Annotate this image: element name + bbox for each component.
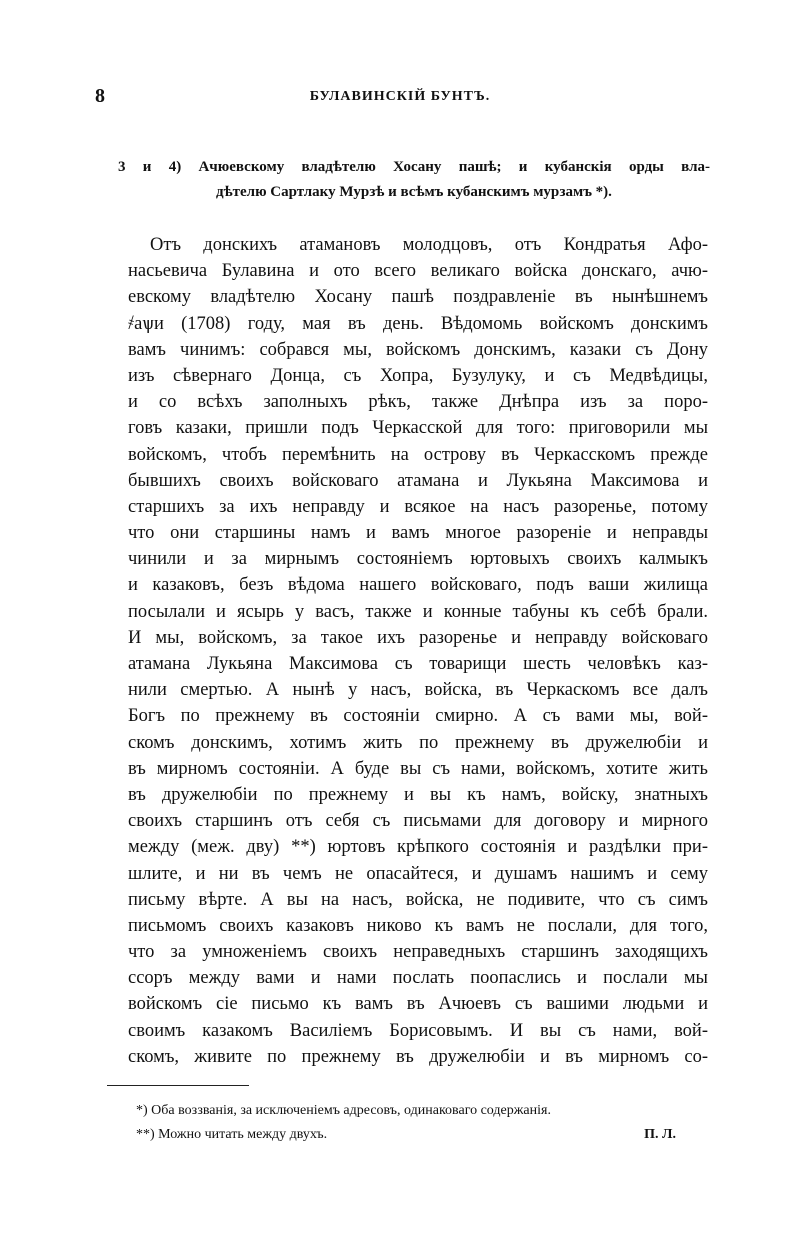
body-line: и со всѣхъ заполныхъ рѣкъ, также Днѣпра изъ за поро-: [128, 392, 708, 413]
body-line: шлите, и ни въ чемъ не опасайтеся, и душамъ нашимъ и сему: [128, 863, 708, 884]
body-line: атамана Лукьяна Максимова съ товарищи шесть человѣкъ каз-: [128, 654, 708, 674]
body-line: письму вѣрте. А вы на насъ, войска, не подивите, что съ симъ: [128, 889, 708, 910]
body-line: скомъ, живите по прежнему въ дружелюбіи и въ мирномъ со-: [128, 1046, 708, 1067]
body-line: бывшихъ своихъ войсковаго атамана и Лукьяна Максимова и: [128, 470, 708, 491]
footnote-1: *) Оба воззванія, за исключеніемъ адресовъ, одинаковаго содержанія.: [136, 1103, 551, 1118]
body-line: въ мирномъ состояніи. А буде вы съ нами, войскомъ, хотите жить: [128, 758, 708, 779]
footnote-signature: П. Л.: [644, 1127, 676, 1142]
body-line: письмомъ своихъ казаковъ никово къ вамъ не послали, для того,: [128, 915, 708, 936]
body-line: между (меж. дву) **) юртовъ крѣпкого состоянія и раздѣлки при-: [128, 837, 708, 858]
body-line: своимъ казакомъ Василіемъ Борисовымъ. И вы съ нами, вой-: [128, 1020, 708, 1041]
body-line: ҂аѱи (1708) году, мая въ день. Вѣдомомь войскомъ донскимъ: [128, 313, 708, 334]
document-heading: [118, 155, 710, 205]
heading-line: дѣтелю Сартлаку Мурзѣ и всѣмъ кубанскимъ мурзамъ *).: [216, 184, 612, 200]
body-line: войскомъ сіе письмо къ вамъ въ Ачюевъ съ вашими людьми и: [128, 994, 708, 1015]
running-head: БУЛАВИНСКІЙ БУНТЪ.: [309, 89, 491, 104]
body-line: евскому владѣтелю Хосану пашѣ поздравленіе въ нынѣшнемъ: [128, 287, 708, 308]
heading-line: 3 и 4) Ачюевскому владѣтелю Хосану пашѣ; и кубанскія орды вла-: [118, 159, 710, 175]
body-line: что за умноженіемъ своихъ неправедныхъ старшинъ заходящихъ: [128, 942, 708, 963]
body-line: изъ сѣвернаго Донца, съ Хопра, Бузулуку, и съ Медвѣдицы,: [128, 365, 708, 386]
body-line: скомъ донскимъ, хотимъ жить по прежнему въ дружелюбіи и: [128, 732, 708, 753]
body-line: Богъ по прежнему въ состояніи смирно. А съ вами мы, вой-: [128, 706, 708, 727]
footnote-2-text: **) Можно читать между двухъ.: [136, 1127, 328, 1142]
body-line: и казаковъ, безъ вѣдома нашего войсковаго, подъ ваши жилища: [128, 575, 708, 596]
body-line: войскомъ, чтобъ перемѣнить на острову въ Черкасскомъ прежде: [128, 444, 708, 465]
body-line: говъ казаки, пришли подъ Черкасской для того: приговорили мы: [128, 418, 708, 439]
body-line: что они старшины намъ и вамъ многое разореніе и неправды: [128, 523, 708, 544]
footnote-2: [136, 1126, 676, 1144]
body-line: въ дружелюбіи по прежнему и вы къ намъ, войску, знатныхъ: [128, 784, 708, 805]
document-body: [128, 232, 708, 1070]
body-line: своихъ старшинъ отъ себя съ письмами для договору и мирного: [128, 811, 708, 832]
body-line: ссоръ между вами и нами послать поопаслись и послали мы: [128, 968, 708, 989]
body-line: И мы, войскомъ, за такое ихъ разоренье и неправду войсковаго: [128, 627, 708, 648]
page-number: 8: [95, 85, 105, 107]
body-line: чинили и за мирнымъ состояніемъ юртовыхъ своихъ калмыкъ: [128, 549, 708, 570]
body-line: Отъ донскихъ атамановъ молодцовъ, отъ Кондратья Афо-: [150, 235, 708, 255]
body-line: старшихъ за ихъ неправду и всякое на насъ разоренье, потому: [128, 496, 708, 517]
body-line: нили смертью. А нынѣ у насъ, войска, въ Черкаскомъ все далъ: [128, 680, 708, 701]
body-line: вамъ чинимъ: собрався мы, войскомъ донскимъ, казаки съ Дону: [128, 339, 708, 360]
body-line: посылали и ясырь у васъ, также и конные табуны къ себѣ брали.: [128, 601, 708, 622]
body-line: насьевича Булавина и ото всего великаго войска донскаго, ачю-: [128, 261, 708, 282]
footnote-divider: [107, 1085, 249, 1086]
